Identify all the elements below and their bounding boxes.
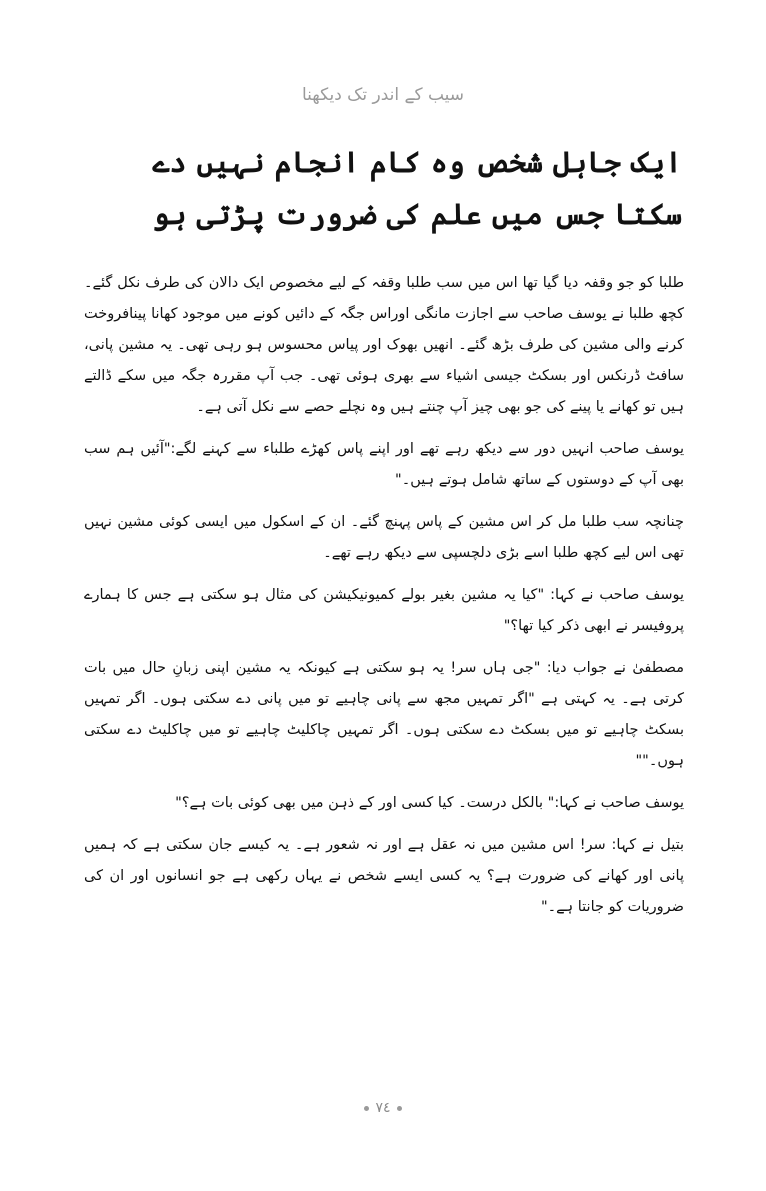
paragraph-3: چنانچہ سب طلبا مل کر اس مشین کے پاس پہنچ گئے۔ ان کے اسکول میں ایسی کوئی مشین نہیں تھی اس لیے کچھ طلبا اسے بڑی دلچسپی سے دیکھ رہے تھے۔ — [84, 514, 684, 561]
paragraph-7: بتیل نے کہا: سر! اس مشین میں نہ عقل ہے اور نہ شعور ہے۔ یہ کیسے جان سکتی ہے کہ ہمیں پانی اور کھانے کی ضرورت ہے؟ یہ کسی ایسے شخص نے یہاں رکھی ہے جو انسانوں اور ان کی ضروریات کو جانتا ہے۔" — [84, 837, 684, 915]
paragraph-4: یوسف صاحب نے کہا: "کیا یہ مشین بغیر بولے کمیونیکیشن کی مثال ہو سکتی ہے جس کا ہمارے پروفیسر نے ابھی ذکر کیا تھا؟" — [84, 587, 684, 634]
body-text — [84, 268, 684, 934]
paragraph-6: یوسف صاحب نے کہا:" بالکل درست۔ کیا کسی اور کے ذہن میں بھی کوئی بات ہے؟" — [175, 795, 684, 811]
running-head: سیب کے اندر تک دیکھنا — [301, 85, 465, 105]
paragraph-1: طلبا کو جو وقفہ دیا گیا تھا اس میں سب طلبا وقفہ کے لیے مخصوص ایک دالان کی طرف نکل گئے۔ کچھ طلبا نے یوسف صاحب سے اجازت مانگی اوراس جگہ کے دائیں کونے میں موجود کھانا پینافروخت کرنے والی مشین کی طرف بڑھ گئے۔ انھیں بھوک اور پیاس محسوس ہو رہی تھی۔ یہ مشین پانی، سافٹ ڈرنکس اور بسکٹ جیسی اشیاء سے بھری ہوئی تھی۔ جب آپ مقررہ جگہ میں سکے ڈالتے ہیں تو کھانے یا پینے کی جو بھی چیز آپ چنتے ہیں وہ نچلے حصے سے نکل آتی ہے۔ — [84, 275, 684, 415]
chapter-title: ایک جاہل شخص وہ کام انجام نہیں دے سکتا جس میں علم کی ضرورت پڑتی ہو — [152, 145, 682, 231]
page-footer — [0, 1100, 766, 1116]
bullet-dot-icon — [397, 1106, 402, 1111]
paragraph-2: یوسف صاحب انہیں دور سے دیکھ رہے تھے اور اپنے پاس کھڑے طلباء سے کہنے لگے:"آئیں ہم سب بھی آپ کے دوستوں کے ساتھ شامل ہوتے ہیں۔" — [84, 441, 684, 488]
page-number: ۷٤ — [375, 1100, 391, 1116]
bullet-dot-icon — [364, 1106, 369, 1111]
paragraph-5: مصطفیٰ نے جواب دیا: "جی ہاں سر! یہ ہو سکتی ہے کیونکہ یہ مشین اپنی زبانِ حال میں بات کرتی ہے۔ یہ کہتی ہے "اگر تمہیں مجھ سے پانی چاہیے تو میں پانی دے سکتی ہوں۔ اگر تمہیں بسکٹ چاہیے تو میں بسکٹ دے سکتی ہوں۔ اگر تمہیں چاکلیٹ چاہیے تو میں چاکلیٹ دے سکتی ہوں۔"" — [84, 660, 684, 769]
